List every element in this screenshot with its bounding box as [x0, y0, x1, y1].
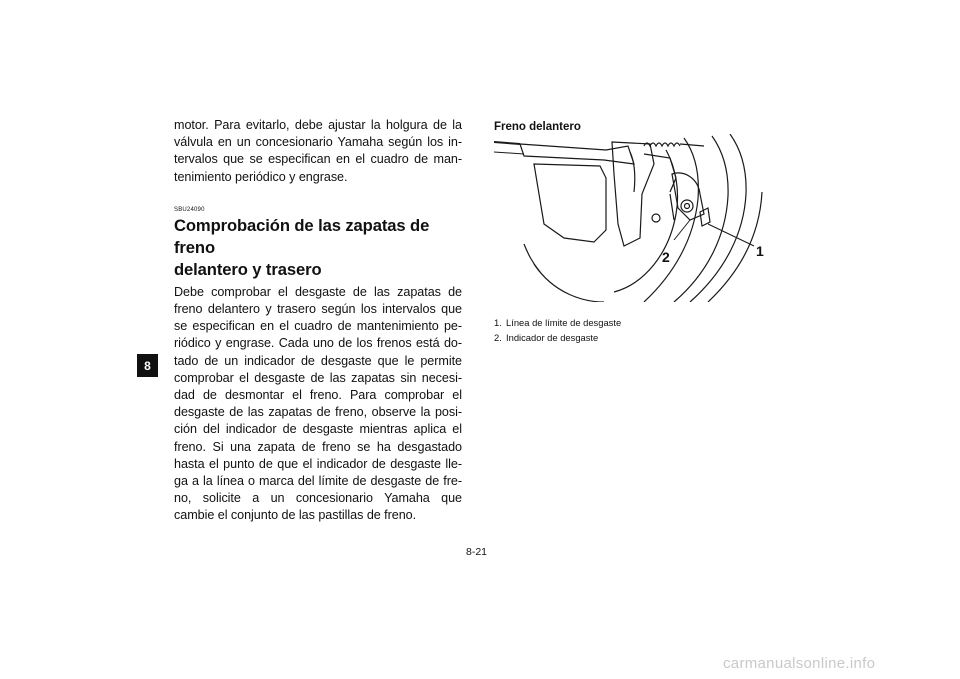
indicator-bolt — [681, 200, 693, 212]
leader-line-2 — [674, 220, 690, 240]
limit-mark — [700, 208, 710, 226]
text-line: cambie el conjunto de las pastillas de freno. — [174, 508, 417, 523]
hub-lower-arc — [534, 264, 604, 302]
page-number: 8-21 — [466, 546, 488, 558]
heading-line: delantero y trasero — [174, 259, 322, 279]
brake-lever-body — [612, 142, 654, 246]
heading-line: Comprobación de las zapatas de freno — [174, 215, 430, 257]
figure-legend — [494, 315, 764, 345]
figure-title: Freno delantero — [494, 121, 581, 133]
backplate-arc — [614, 150, 678, 292]
hub-left-arc — [524, 244, 540, 272]
text-line: freno delantero y trasero según los intervalos que — [174, 302, 462, 317]
section-heading — [174, 215, 462, 281]
legend-text: Línea de límite de desgaste — [506, 317, 622, 328]
text-line: dad de desmontar el freno. Para comprobar el — [174, 388, 462, 403]
legend-number: 2. — [494, 332, 502, 343]
legend-text: Indicador de desgaste — [506, 332, 599, 343]
text-line: se especifican en el cuadro de mantenimiento pe- — [174, 319, 462, 334]
text-line: ga a la línea o marca del límite de desgaste de fre- — [174, 474, 462, 489]
nut — [652, 214, 660, 222]
legend-item — [494, 330, 764, 345]
chapter-tab: 8 — [137, 354, 158, 377]
text-line: motor. Para evitarlo, debe ajustar la holgura de la — [174, 118, 462, 132]
section-code: SBU24090 — [174, 206, 205, 213]
text-line: desgaste de las zapatas de freno, observe la posi- — [174, 405, 462, 420]
body-paragraph — [174, 284, 462, 525]
intro-paragraph — [174, 117, 462, 186]
callout-2: 2 — [662, 249, 670, 265]
lever-edge — [630, 152, 635, 192]
text-line: riódico y engrase. Cada uno de los frenos está do- — [174, 336, 462, 351]
wear-indicator-plate — [672, 173, 704, 220]
callout-1: 1 — [756, 243, 764, 259]
leader-line-1 — [708, 224, 754, 246]
brake-cable — [494, 142, 520, 144]
legend-item — [494, 315, 764, 330]
legend-number: 1. — [494, 317, 502, 328]
text-line: tervalos que se especifican en el cuadro de man- — [174, 152, 462, 167]
text-line: tado de un indicador de desgaste que le permite — [174, 353, 462, 368]
text-line: Debe comprobar el desgaste de las zapatas de — [174, 284, 462, 299]
fork-arm — [534, 164, 606, 242]
brake-illustration — [494, 134, 766, 302]
watermark: carmanualsonline.info — [723, 655, 876, 672]
text-line: freno. Si una zapata de freno se ha desgastado — [174, 439, 462, 454]
left-column — [174, 117, 462, 525]
text-line: hasta el punto de que el indicador de desgaste lle- — [174, 456, 462, 471]
text-line: no, solicite a un concesionario Yamaha que — [174, 491, 462, 506]
text-line: tenimiento periódico y engrase. — [174, 169, 348, 184]
text-line: comprobar el desgaste de las zapatas sin necesi- — [174, 370, 462, 385]
text-line: válvula en un concesionario Yamaha según los in- — [174, 135, 462, 150]
cable-housing — [520, 144, 634, 164]
text-line: ción del indicador de desgaste mientras aplica el — [174, 422, 462, 437]
